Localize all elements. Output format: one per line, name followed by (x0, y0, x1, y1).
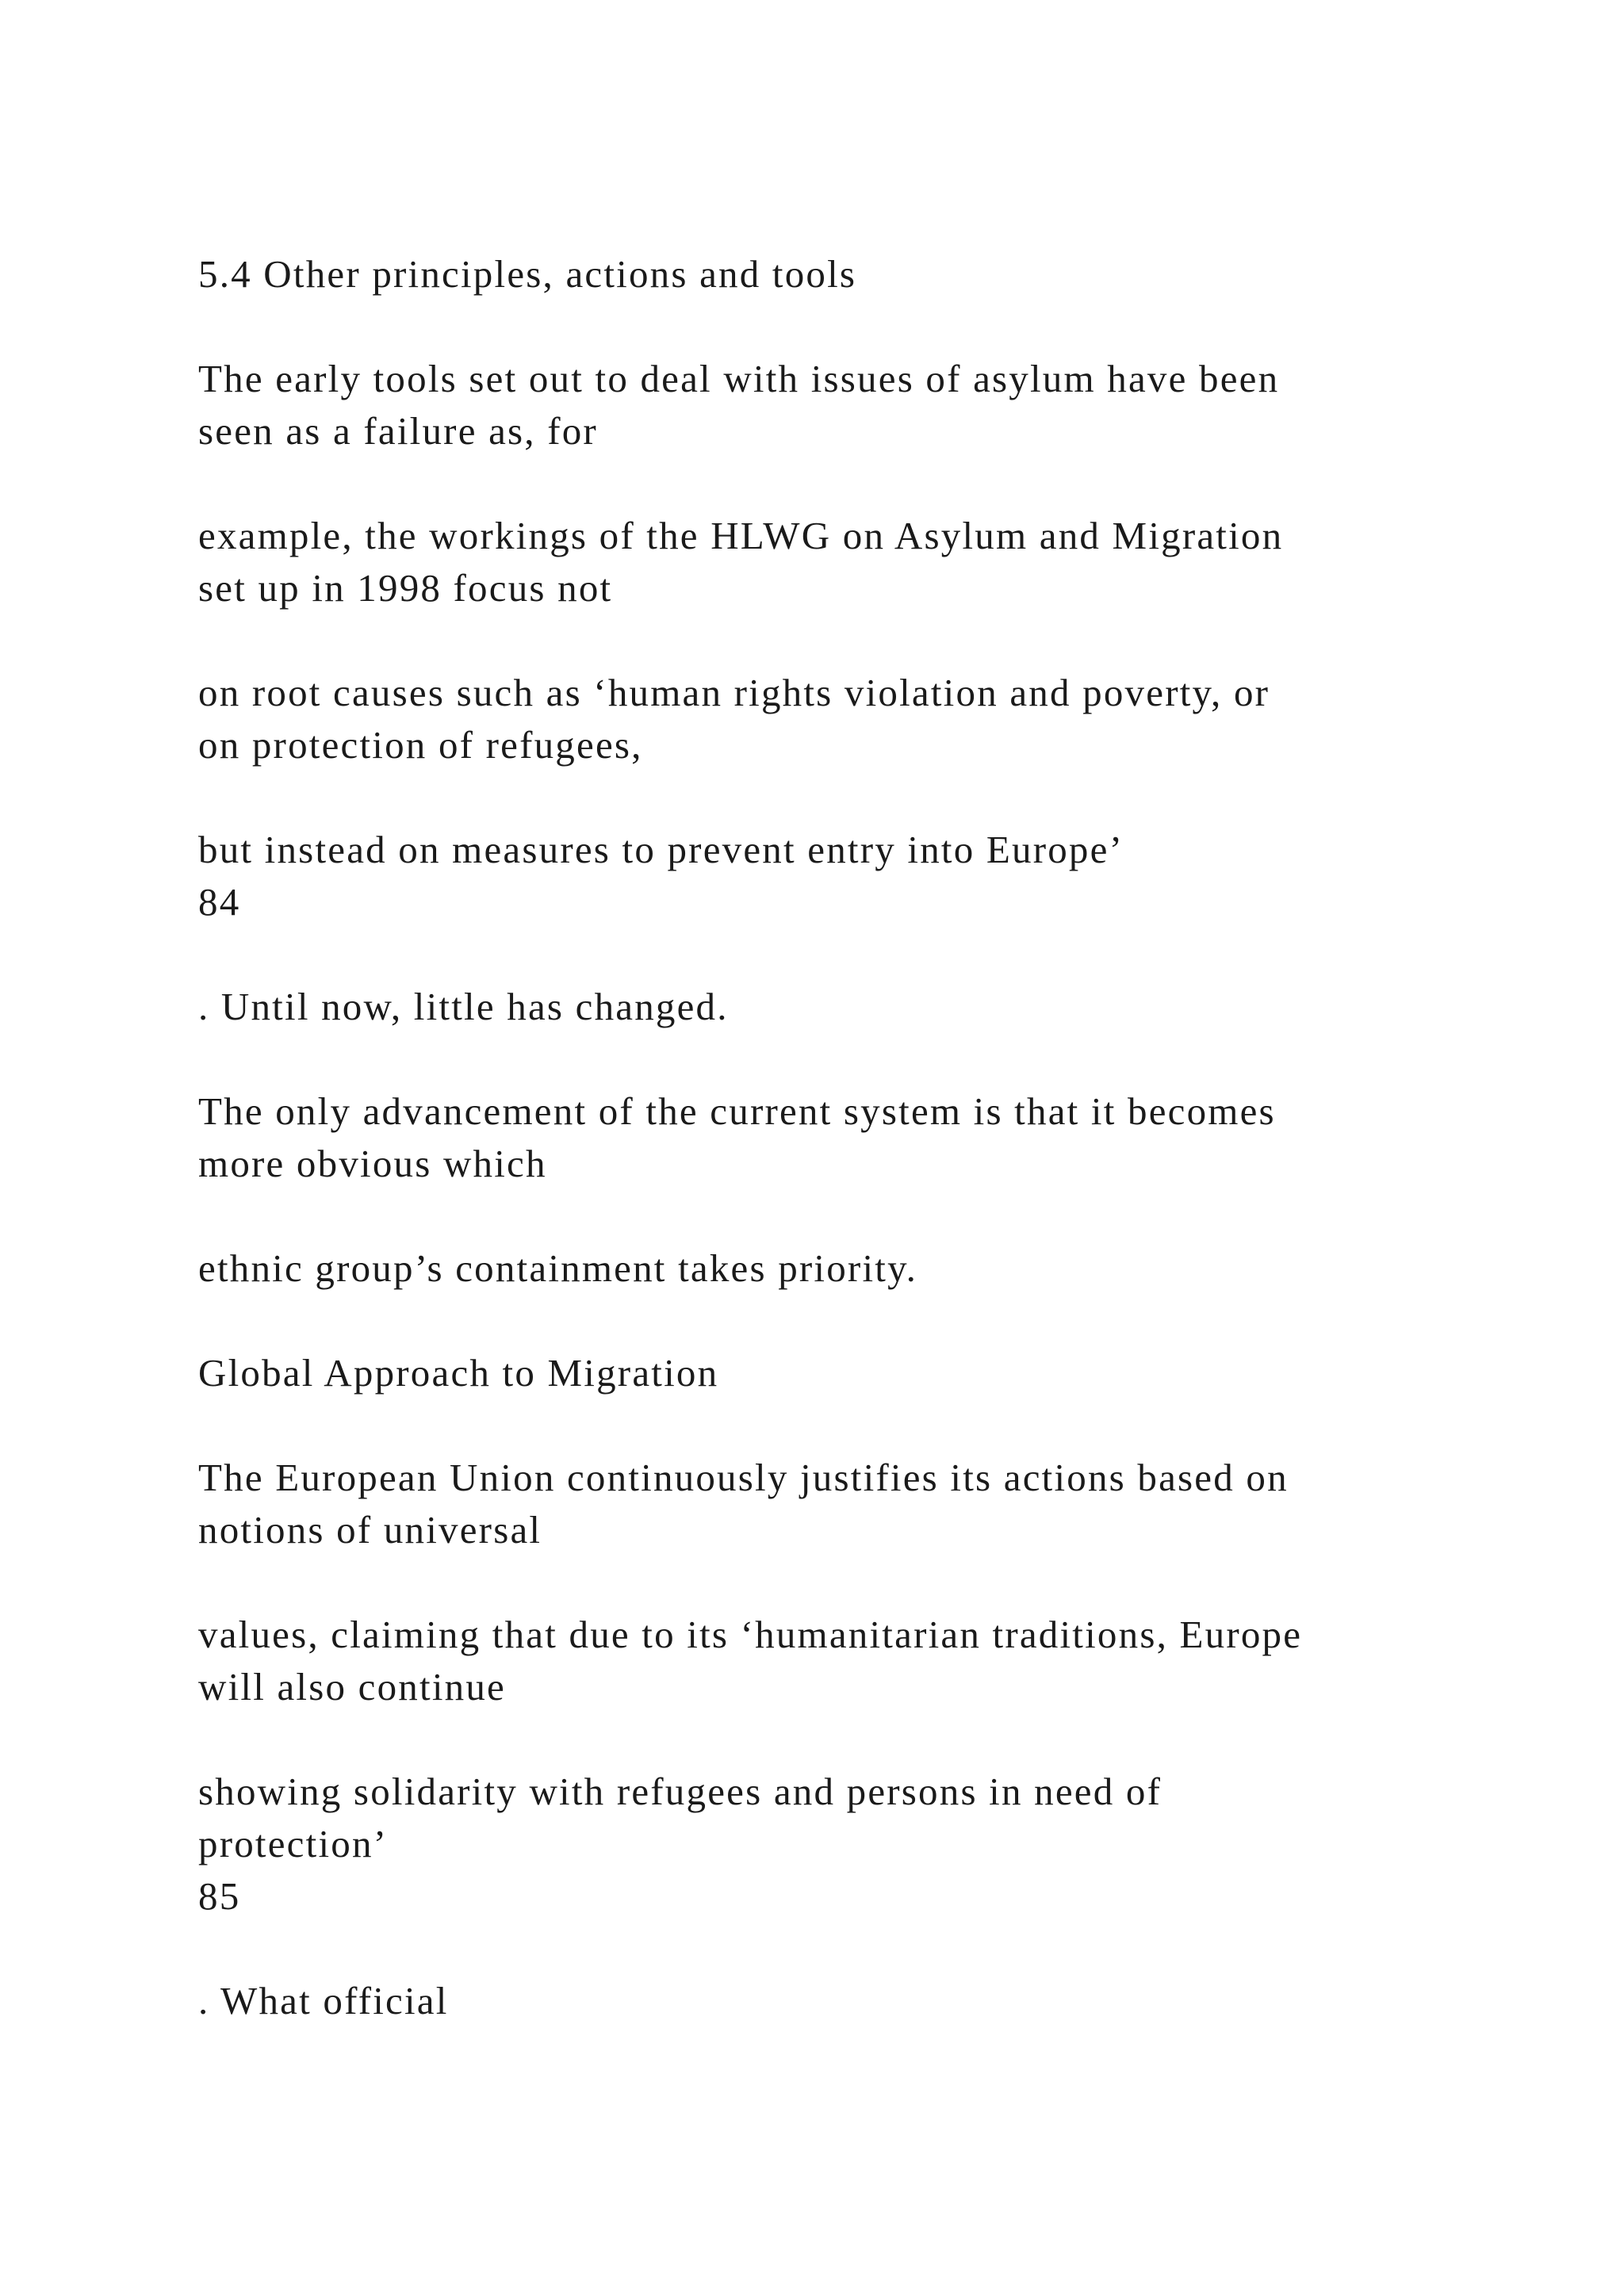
text-line: example, the workings of the HLWG on Asylum and Migration (198, 514, 1284, 557)
text-line: on protection of refugees, (198, 723, 643, 767)
text-line: showing solidarity with refugees and persons in need of (198, 1770, 1162, 1813)
text-line: protection’ (198, 1822, 389, 1866)
text-line: The only advancement of the current system is that it becomes (198, 1089, 1276, 1133)
text-line: more obvious which (198, 1142, 547, 1185)
footnote-marker: 84 (198, 880, 241, 924)
text-line: The European Union continuously justifies its actions based on (198, 1456, 1289, 1499)
text-line: on root causes such as ‘human rights violation and poverty, or (198, 671, 1270, 714)
section-heading: 5.4 Other principles, actions and tools (198, 252, 857, 296)
text-line: . Until now, little has changed. (198, 985, 729, 1028)
text-line: ethnic group’s containment takes priority. (198, 1246, 918, 1290)
subheading: Global Approach to Migration (198, 1351, 719, 1395)
footnote-marker: 85 (198, 1874, 241, 1918)
text-line: values, claiming that due to its ‘humanitarian traditions, Europe (198, 1613, 1303, 1656)
text-line: will also continue (198, 1665, 506, 1709)
text-line: set up in 1998 focus not (198, 566, 613, 610)
text-line: The early tools set out to deal with issues of asylum have been (198, 357, 1280, 400)
text-line: but instead on measures to prevent entry into Europe’ (198, 828, 1124, 871)
text-line: . What official (198, 1979, 449, 2022)
text-line: notions of universal (198, 1508, 542, 1552)
text-line: seen as a failure as, for (198, 409, 598, 453)
